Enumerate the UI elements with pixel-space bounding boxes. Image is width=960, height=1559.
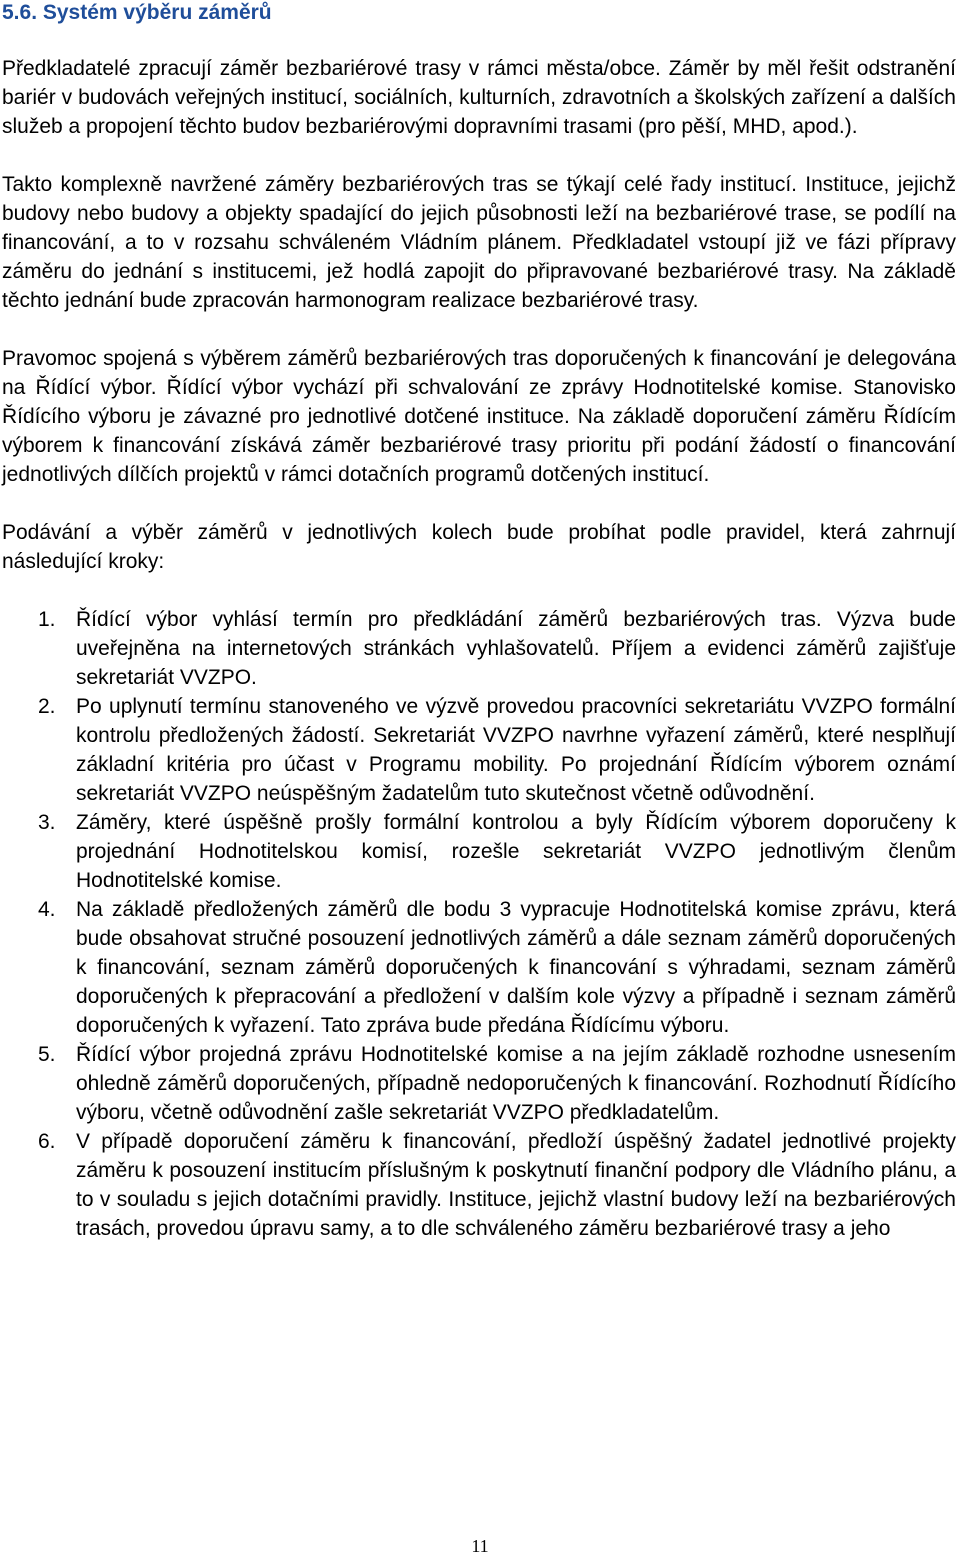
list-item-text: Na základě předložených záměrů dle bodu 3 vypracuje Hodnotitelská komise zprávu, která bude obsahovat stručné posouzení jednotlivých záměrů a dále seznam záměrů doporučených k financování, seznam záměrů doporučených k financování s výhradami, seznam záměrů doporučených k přepracování a předložení v dalším kole výzvy a případně i seznam záměrů doporučených k vyřazení. Tato zpráva bude předána Řídícímu výboru. (76, 898, 956, 1037)
list-item-number: 2. (38, 695, 56, 718)
list-item-text: V případě doporučení záměru k financování, předloží úspěšný žadatel jednotlivé projekty záměru k posouzení institucím příslušným k poskytnutí finanční podpory dle Vládního plánu, a to v souladu s jejich dotačními pravidly. Instituce, jejichž vlastní budovy leží na bezbariérových trasách, provedou úpravu samy, a to dle schváleného záměru bezbariérové trasy a jeho (76, 1130, 956, 1240)
list-item-number: 6. (38, 1130, 56, 1153)
list-item-text: Řídící výbor projedná zprávu Hodnotitelské komise a na jejím základě rozhodne usnesením ohledně záměrů doporučených, případně nedoporučených k financování. Rozhodnutí Řídícího výboru, včetně odůvodnění zašle sekretariát VVZPO předkladatelům. (76, 1043, 956, 1124)
page-number: 11 (471, 1536, 489, 1556)
list-item-number: 3. (38, 811, 56, 834)
list-item (2, 692, 956, 808)
paragraph-intro: Předkladatelé zpracují záměr bezbariérové trasy v rámci města/obce. Záměr by měl řešit odstranění bariér v budovách veřejných institucí, sociálních, kulturních, zdravotních a školských zařízení a dalších služeb a propojení těchto budov bezbariérovými dopravními trasami (pro pěší, MHD, apod.). (2, 57, 956, 138)
list-item-text: Řídící výbor vyhlásí termín pro předkládání záměrů bezbariérových tras. Výzva bude uveřejněna na internetových stránkách vyhlašovatelů. Příjem a evidenci záměrů zajišťuje sekretariát VVZPO. (76, 608, 956, 689)
list-item (2, 808, 956, 895)
paragraph-steps-intro: Podávání a výběr záměrů v jednotlivých kolech bude probíhat podle pravidel, která zahrnují následující kroky: (2, 521, 956, 573)
steps-list (2, 605, 956, 1243)
list-item (2, 1040, 956, 1127)
list-item-number: 5. (38, 1043, 56, 1066)
list-item (2, 1127, 956, 1243)
section-heading: 5.6. Systém výběru záměrů (2, 1, 272, 24)
document-body (2, 54, 956, 1243)
list-item-number: 4. (38, 898, 56, 921)
list-item-text: Záměry, které úspěšně prošly formální kontrolou a byly Řídícím výborem doporučeny k projednání Hodnotitelskou komisí, rozešle sekretariát VVZPO jednotlivým členům Hodnotitelské komise. (76, 811, 956, 892)
list-item (2, 605, 956, 692)
paragraph-authority: Pravomoc spojená s výběrem záměrů bezbariérových tras doporučených k financování je delegována na Řídící výbor. Řídící výbor vychází při schvalování ze zprávy Hodnotitelské komise. Stanovisko Řídícího výboru je závazné pro jednotlivé dotčené instituce. Na základě doporučení záměru Řídícím výborem k financování získává záměr bezbariérové trasy prioritu při podání žádostí o financování jednotlivých dílčích projektů v rámci dotačních programů dotčených institucí. (2, 347, 956, 486)
list-item (2, 895, 956, 1040)
paragraph-institutions: Takto komplexně navržené záměry bezbariérových tras se týkají celé řady institucí. Instituce, jejichž budovy nebo budovy a objekty spadající do jejich působnosti leží na bezbariérové trase, se podílí na financování, a to v rozsahu schváleném Vládním plánem. Předkladatel vstoupí již ve fázi přípravy záměru do jednání s institucemi, jež hodlá zapojit do připravované bezbariérové trasy. Na základě těchto jednání bude zpracován harmonogram realizace bezbariérové trasy. (2, 173, 956, 312)
list-item-number: 1. (38, 608, 56, 631)
list-item-text: Po uplynutí termínu stanoveného ve výzvě provedou pracovníci sekretariátu VVZPO formální kontrolu předložených žádostí. Sekretariát VVZPO navrhne vyřazení záměrů, které nesplňují základní kritéria pro účast v Programu mobility. Po projednání Řídícím výborem oznámí sekretariát VVZPO neúspěšným žadatelům tuto skutečnost včetně odůvodnění. (76, 695, 956, 805)
